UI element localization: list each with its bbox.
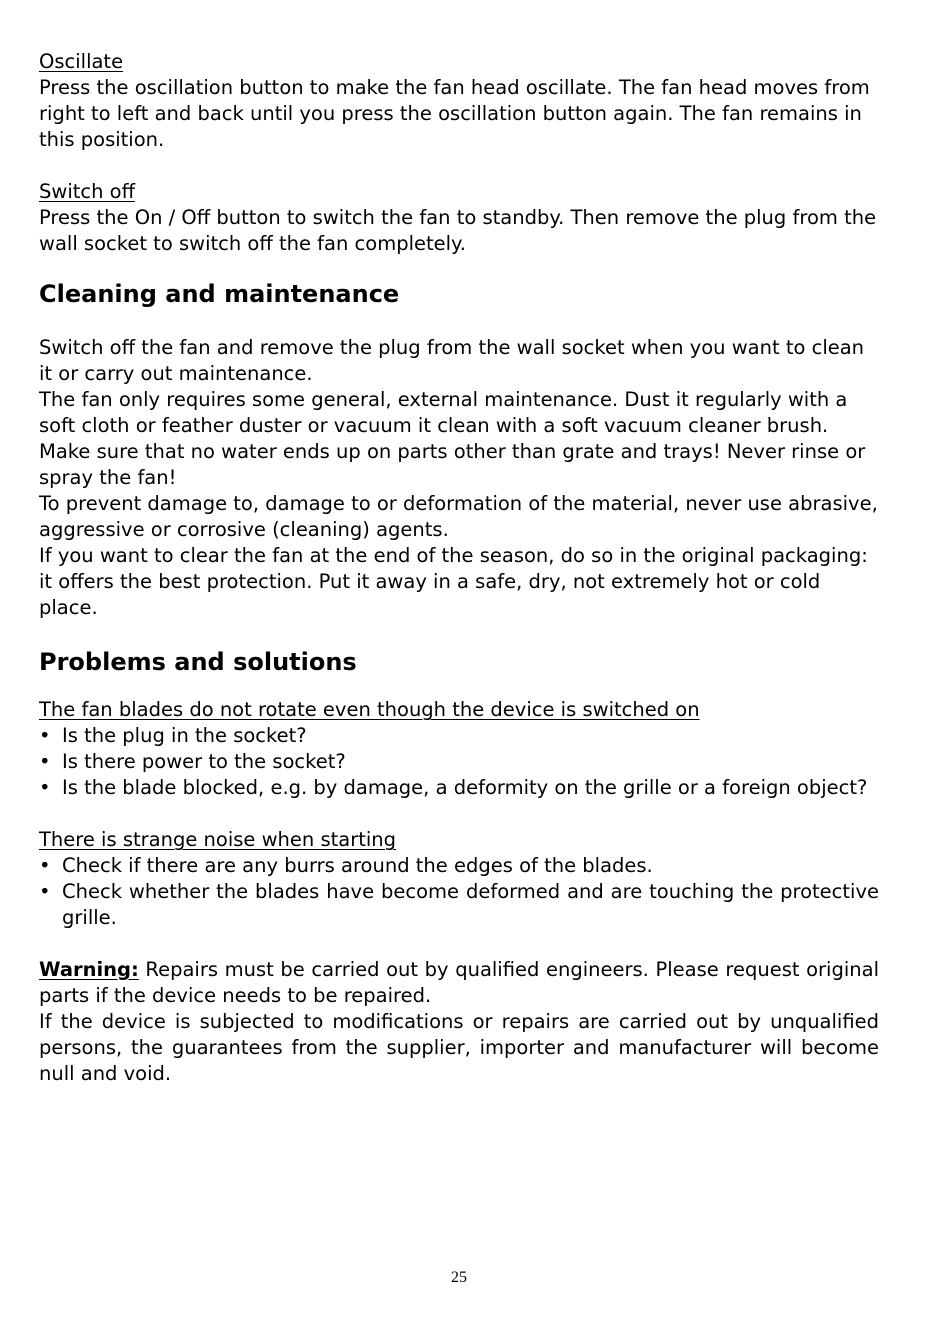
bullet-icon: • — [39, 854, 51, 877]
spacer — [39, 153, 879, 179]
page-number: 25 — [451, 1269, 467, 1286]
bullet-icon: • — [39, 776, 51, 799]
bullet-icon: • — [39, 750, 51, 773]
warning-label: Warning: — [39, 958, 139, 981]
bullet-icon: • — [39, 724, 51, 747]
switch-off-text: Press the On / Off button to switch the fan to standby. Then remove the plug from the wall socket to switch off the fan completely. — [39, 206, 877, 255]
spacer — [39, 931, 879, 957]
spacer — [39, 801, 879, 827]
list-item-text: Check if there are any burrs around the edges of the blades. — [62, 854, 653, 877]
warning-paragraph-2: If the device is subjected to modifications or repairs are carried out by unqualified persons, the guarantees from the supplier, importer and manufacturer will become null and void. — [39, 1010, 879, 1085]
list-item-text: Check whether the blades have become deformed and are touching the protective grille. — [62, 880, 879, 929]
list-item — [39, 749, 879, 775]
oscillate-text: Press the oscillation button to make the fan head oscillate. The fan head moves from right to left and back until you press the oscillation button again. The fan remains in this position. — [39, 76, 870, 151]
list-item — [39, 723, 879, 749]
cleaning-paragraph-4: If you want to clear the fan at the end of the season, do so in the original packaging: it offers the best protection. Put it away in a safe, dry, not extremely hot or cold place. — [39, 544, 868, 619]
problem-2-title: There is strange noise when starting — [39, 828, 397, 851]
problem-1-title: The fan blades do not rotate even though the device is switched on — [39, 698, 700, 721]
cleaning-paragraph-1: Switch off the fan and remove the plug from the wall socket when you want to clean it or carry out maintenance. — [39, 336, 865, 385]
cleaning-heading: Cleaning and maintenance — [39, 280, 400, 308]
problems-heading: Problems and solutions — [39, 648, 357, 676]
list-item-text: Is there power to the socket? — [62, 750, 346, 773]
list-item-text: Is the blade blocked, e.g. by damage, a deformity on the grille or a foreign object? — [62, 776, 868, 799]
switch-off-title: Switch off — [39, 180, 136, 203]
warning-paragraph — [39, 957, 879, 1009]
list-item-text: Is the plug in the socket? — [62, 724, 307, 747]
problem-2-list — [39, 853, 879, 931]
list-item — [39, 879, 879, 931]
list-item — [39, 853, 879, 879]
cleaning-paragraph-3: To prevent damage to, damage to or deformation of the material, never use abrasive, aggressive or corrosive (cleaning) agents. — [39, 492, 878, 541]
manual-page — [39, 49, 879, 1087]
bullet-icon: • — [39, 880, 51, 903]
oscillate-title: Oscillate — [39, 50, 124, 73]
list-item — [39, 775, 879, 801]
cleaning-paragraph-2: The fan only requires some general, external maintenance. Dust it regularly with a soft cloth or feather duster or vacuum it clean with a soft vacuum cleaner brush. Make sure that no water ends up on parts other than grate and trays! Never rinse or spray the fan! — [39, 388, 866, 489]
problem-1-list — [39, 723, 879, 801]
warning-text: Repairs must be carried out by qualified engineers. Please request original parts if the device needs to be repaired. — [39, 958, 879, 1007]
